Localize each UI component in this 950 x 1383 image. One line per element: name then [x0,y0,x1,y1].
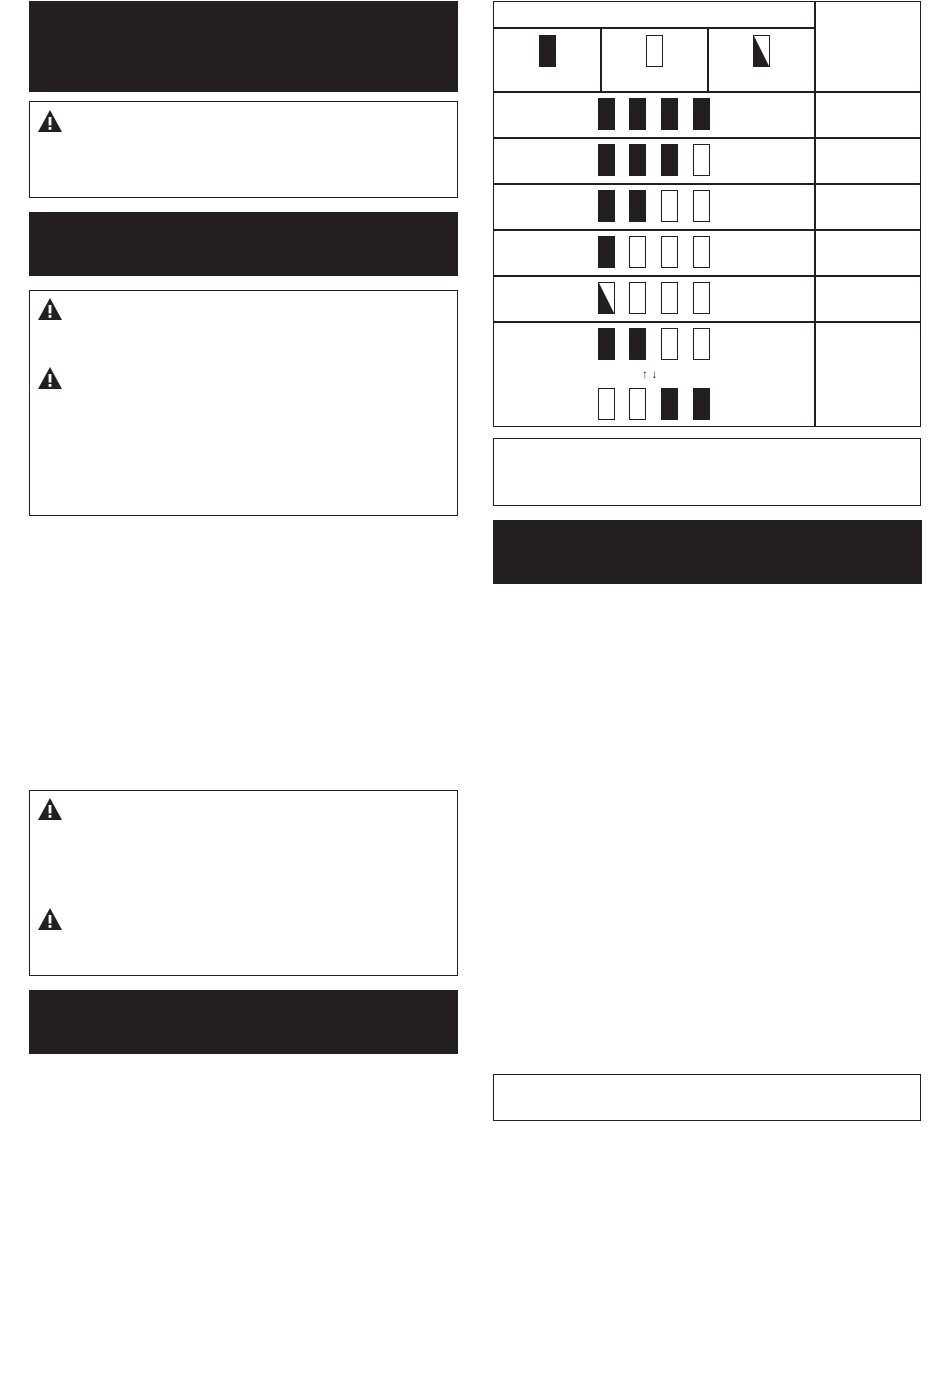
indicator-lamp [629,236,646,268]
note-box-2 [493,1074,921,1121]
section-header-bar-2 [29,212,458,276]
indicator-lamp-alternate [598,388,615,420]
indicator-lamp [598,328,615,360]
legend-lamp-blinking [753,35,770,67]
section-header-bar-1 [29,1,458,92]
table-rule [494,27,814,29]
indicator-lamp-alternate [629,388,646,420]
table-rule [814,2,816,426]
warning-triangle-icon [37,297,63,321]
indicator-lamp [693,190,710,222]
table-rule [707,27,709,92]
table-rule [494,321,920,323]
indicator-lamp [598,144,615,176]
indicator-lamp [661,236,678,268]
warning-triangle-icon [37,907,63,931]
indicator-lamp [598,190,615,222]
indicator-lamp [629,282,646,314]
warning-box-1 [29,101,458,198]
indicator-lamp [598,282,615,314]
indicator-lamp [693,282,710,314]
indicator-lamp [629,144,646,176]
indicator-lamp [661,328,678,360]
indicator-lamp [661,282,678,314]
table-rule [600,27,602,92]
indicator-lamp-alternate [693,388,710,420]
indicator-lamp [629,98,646,130]
table-rule [494,229,920,231]
warning-box-3 [29,790,458,976]
indicator-lamp [693,144,710,176]
indicator-lamp [629,328,646,360]
warning-triangle-icon [37,797,63,821]
indicator-lamp [693,236,710,268]
section-header-bar-4 [493,520,922,584]
section-header-bar-3 [29,990,458,1054]
indicator-lamp [661,144,678,176]
warning-triangle-icon [37,366,63,390]
battery-indicator-table [493,1,921,427]
table-rule [494,183,920,185]
legend-lamp-lit [539,35,556,67]
indicator-lamp [693,328,710,360]
indicator-lamp-alternate [661,388,678,420]
indicator-lamp [661,190,678,222]
note-box-1 [493,438,921,506]
alternating-arrows-icon: ↑ ↓ [642,367,658,381]
table-rule [494,91,920,93]
warning-box-2 [29,290,458,516]
indicator-lamp [629,190,646,222]
indicator-lamp [693,98,710,130]
table-rule [494,275,920,277]
indicator-lamp [598,98,615,130]
indicator-lamp [661,98,678,130]
table-rule [494,137,920,139]
indicator-lamp [598,236,615,268]
legend-lamp-off [646,35,663,67]
warning-triangle-icon [37,109,63,133]
